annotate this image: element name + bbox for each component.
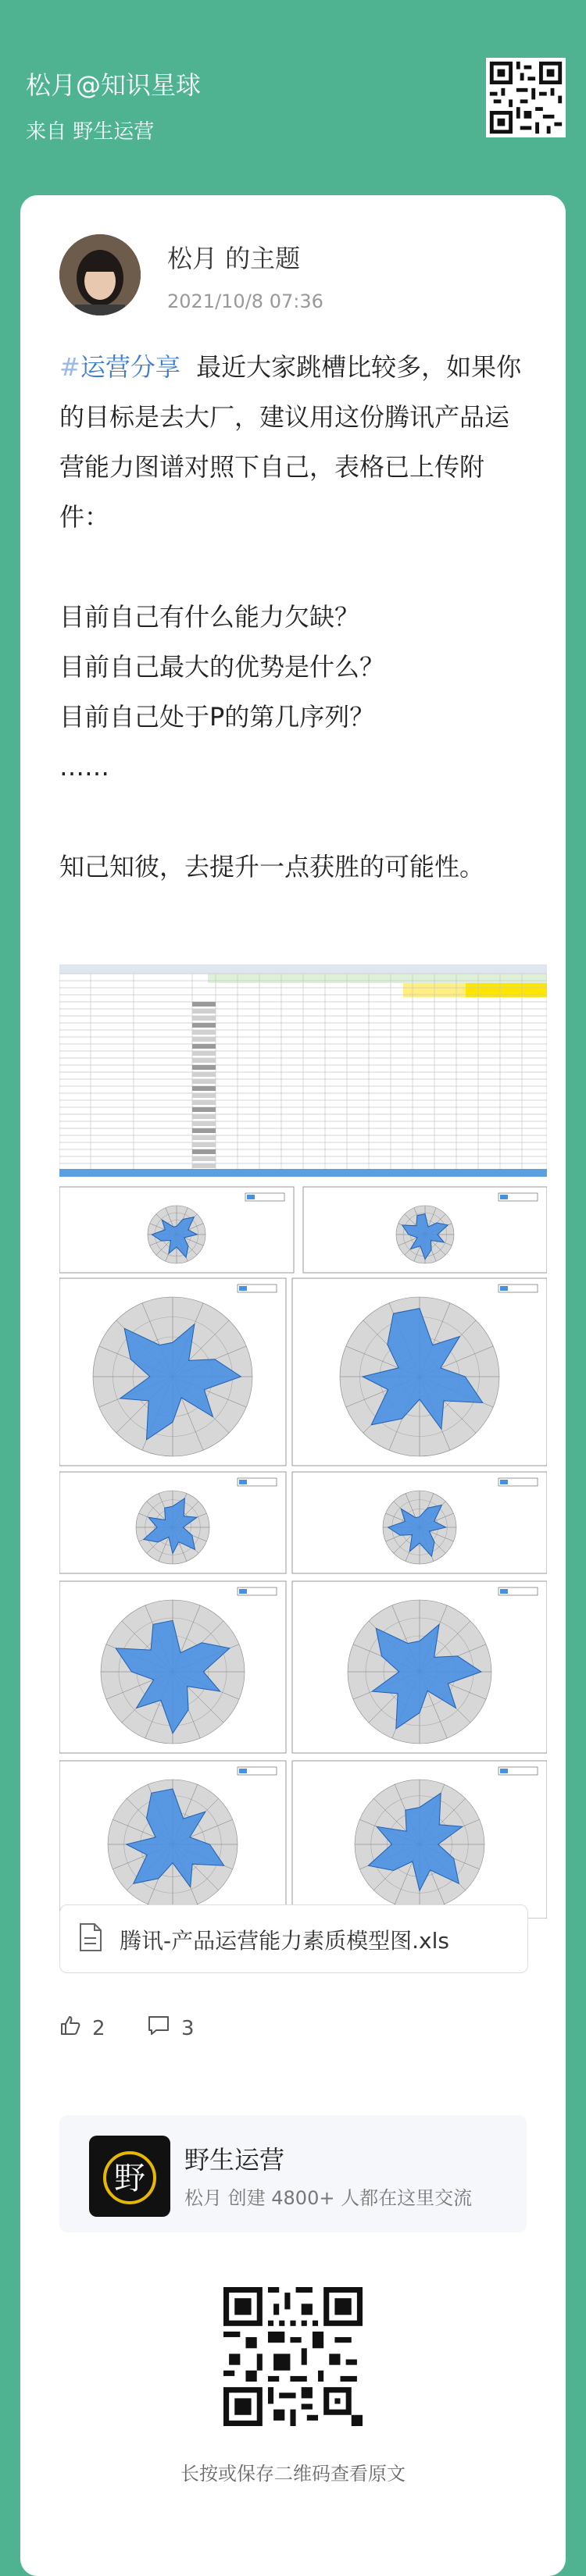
tag-hash: #	[59, 352, 80, 382]
qr-code-image[interactable]	[223, 2287, 363, 2426]
attachment-file[interactable]	[59, 1904, 528, 1973]
post-paragraph: 最近大家跳槽比较多，如果你的目标是去大厂，建议用这份腾讯产品运营能力图谱对照下自己，表格已上传附件：	[59, 352, 522, 532]
qr-caption: 长按或保存二维码查看原文	[180, 2463, 406, 2485]
post-content	[59, 342, 528, 892]
document-icon	[79, 1922, 102, 1955]
post-date: 2021/10/8 07:36	[167, 290, 323, 312]
like-count: 2	[92, 2016, 105, 2040]
question-1: 目前自己有什么能力欠缺？	[59, 602, 360, 632]
qr-code-icon	[486, 58, 566, 137]
avatar[interactable]	[59, 234, 141, 315]
group-logo	[89, 2136, 170, 2217]
group-name: 野生运营	[184, 2145, 285, 2175]
like-button[interactable]	[59, 2015, 105, 2042]
question-3: 目前自己处于P的第几序列？	[59, 702, 375, 732]
ellipsis: ……	[59, 752, 109, 782]
question-2: 目前自己最大的优势是什么？	[59, 652, 385, 682]
attachment-file-name: 腾讯-产品运营能力素质模型图.xls	[120, 1928, 449, 1954]
comment-icon	[147, 2015, 170, 2042]
post-author[interactable]: 松月 的主题	[167, 244, 301, 273]
comment-count: 3	[181, 2016, 195, 2040]
group-card[interactable]	[59, 2115, 527, 2232]
header-source: 来自 野生运营	[26, 120, 155, 144]
group-logo-text: 野	[114, 2161, 145, 2197]
header	[0, 0, 586, 195]
comment-button[interactable]	[147, 2015, 195, 2042]
group-description: 松月 创建 4800+ 人都在这里交流	[184, 2187, 473, 2209]
post-card	[20, 195, 566, 2576]
thumbs-up-icon	[59, 2015, 81, 2042]
topic-tag[interactable]: 运营分享	[80, 352, 180, 382]
closing-line: 知己知彼，去提升一点获胜的可能性。	[59, 852, 485, 882]
header-title: 松月@知识星球	[26, 70, 202, 100]
spreadsheet-preview-image[interactable]	[59, 964, 547, 1919]
